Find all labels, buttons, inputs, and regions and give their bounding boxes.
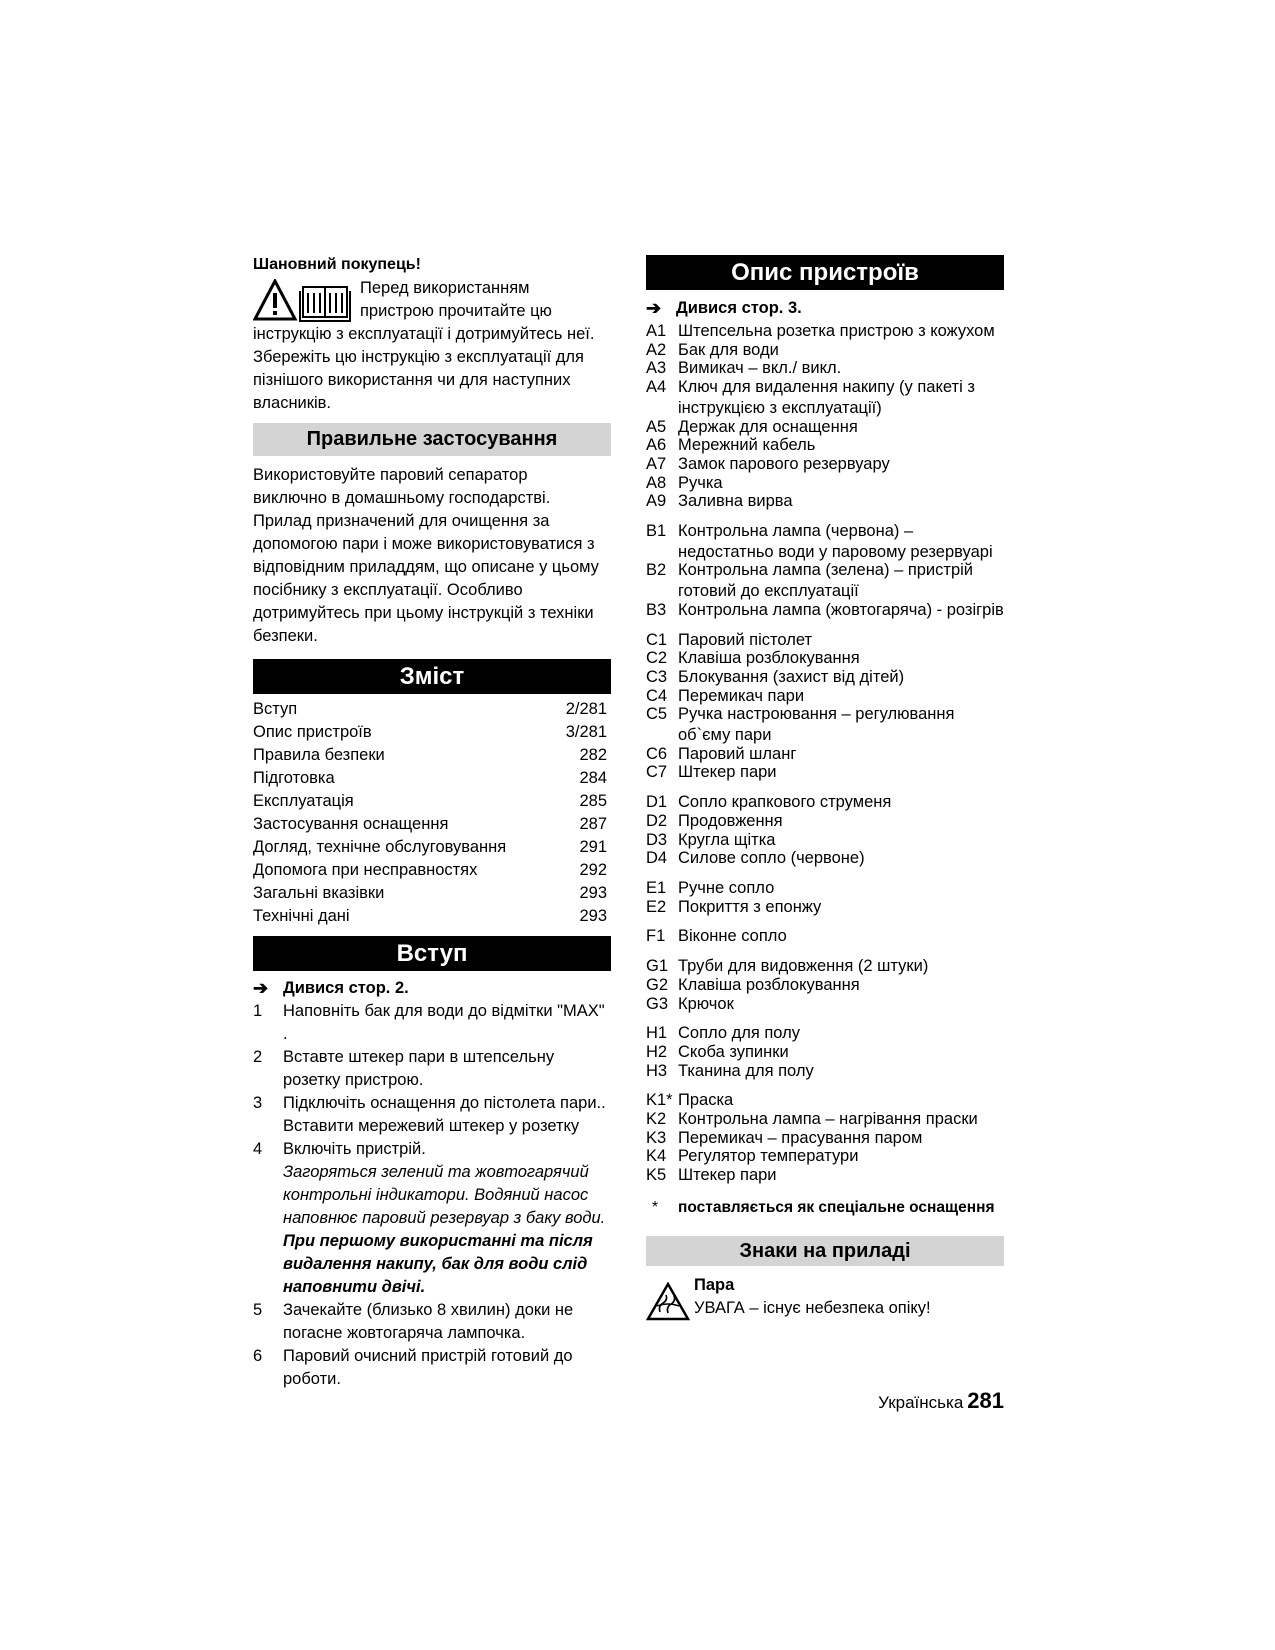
step-text: погасне жовтогаряча лампочка. xyxy=(283,1324,526,1342)
part-description xyxy=(678,763,1004,782)
part-item xyxy=(646,976,1004,995)
arrow-right-icon: ➔ xyxy=(253,978,269,998)
proper-use-line: допомогою пари і може використовуватися з xyxy=(253,535,595,553)
part-text: Паровий шланг xyxy=(678,744,797,763)
part-code: F1 xyxy=(646,927,666,946)
toc-page: 287 xyxy=(579,815,607,833)
see-page-text: Дивися стор. 2. xyxy=(283,979,409,997)
part-code: A2 xyxy=(646,340,667,359)
toc-page: 292 xyxy=(579,861,607,879)
page-footer xyxy=(0,1388,1004,1414)
part-item xyxy=(646,995,1004,1014)
toc-row[interactable] xyxy=(253,744,611,767)
step-text: Вставити мережевий штекер у розетку xyxy=(283,1117,580,1135)
part-description xyxy=(678,898,1004,917)
part-text: Контрольна лампа – нагрівання праски xyxy=(678,1110,978,1129)
part-text: Тканина для полу xyxy=(678,1061,814,1080)
part-description xyxy=(678,957,1004,976)
step-number: 1 xyxy=(253,1002,263,1020)
part-code: E1 xyxy=(646,878,667,897)
toc-row[interactable] xyxy=(253,698,611,721)
toc-row[interactable] xyxy=(253,905,611,928)
part-text: Штепсельна розетка пристрою з кожухом xyxy=(678,322,995,340)
part-code: H1 xyxy=(646,1024,668,1043)
step-warning: наповнити двічі. xyxy=(283,1278,426,1296)
part-code: B1 xyxy=(646,522,667,541)
step-text: Паровий очисний пристрій готовий до xyxy=(283,1347,573,1365)
part-text: Клавіша розблокування xyxy=(678,649,860,668)
step-item xyxy=(253,1000,611,1046)
part-item xyxy=(646,455,1004,474)
part-item xyxy=(646,812,1004,831)
part-code: D2 xyxy=(646,811,668,830)
part-code: C7 xyxy=(646,763,668,782)
part-item xyxy=(646,1166,1004,1185)
part-text: Заливна вирва xyxy=(678,492,793,511)
proper-use-line: відповідним приладдям, що описане у цьому xyxy=(253,558,599,576)
toc-row[interactable] xyxy=(253,882,611,905)
part-code: A4 xyxy=(646,378,667,397)
part-item xyxy=(646,957,1004,976)
part-item xyxy=(646,322,1004,341)
proper-use-text xyxy=(253,464,611,648)
toc-page: 285 xyxy=(579,792,607,810)
parts-group xyxy=(646,879,1004,916)
part-item xyxy=(646,649,1004,668)
part-code: A8 xyxy=(646,473,667,492)
greeting: Шановний покупець! xyxy=(253,256,421,273)
step-item xyxy=(253,1299,611,1345)
part-item xyxy=(646,1129,1004,1148)
part-item xyxy=(646,474,1004,493)
part-text: Ручне сопло xyxy=(678,878,775,897)
part-description xyxy=(678,601,1004,620)
step-item xyxy=(253,1138,611,1299)
part-description xyxy=(678,812,1004,831)
steam-sign-title: Пара xyxy=(694,1275,735,1294)
proper-use-line: посібнику з експлуатації. Особливо xyxy=(253,581,523,599)
part-code: E2 xyxy=(646,897,667,916)
part-description xyxy=(678,436,1004,455)
note-mark: * xyxy=(652,1198,659,1216)
part-code: G2 xyxy=(646,975,669,994)
part-description xyxy=(678,745,1004,764)
step-text: Зачекайте (близько 8 хвилин) доки не xyxy=(283,1301,574,1319)
part-text: Паровий пістолет xyxy=(678,630,813,649)
right-column xyxy=(646,255,1004,1324)
part-description xyxy=(678,668,1004,687)
step-number: 3 xyxy=(253,1094,263,1112)
part-text: Кругла щітка xyxy=(678,830,776,849)
part-description xyxy=(678,687,1004,706)
part-text: Крючок xyxy=(678,994,734,1013)
intro-line: пізнішого використання чи для наступних xyxy=(253,371,571,389)
step-number: 6 xyxy=(253,1347,263,1365)
part-text-continued: інструкцією з експлуатації) xyxy=(678,398,882,417)
part-item xyxy=(646,879,1004,898)
part-item xyxy=(646,359,1004,378)
part-text: Сопло крапкового струменя xyxy=(678,793,892,812)
footer-language: Українська xyxy=(878,1393,964,1412)
toc-label: Підготовка xyxy=(253,769,335,787)
part-description xyxy=(678,1024,1004,1043)
device-signs-heading: Знаки на приладі xyxy=(646,1236,1004,1266)
part-text: Праска xyxy=(678,1091,734,1110)
toc-label: Правила безпеки xyxy=(253,746,385,764)
part-item xyxy=(646,1147,1004,1166)
part-text: Держак для оснащення xyxy=(678,417,858,436)
intro-line: інструкцію з експлуатації і дотримуйтесь неї. xyxy=(253,325,595,343)
step-note: наповнює паровий резервуар з баку води. xyxy=(283,1209,606,1227)
part-code: B2 xyxy=(646,561,667,580)
part-code: C2 xyxy=(646,649,668,668)
part-code: D3 xyxy=(646,830,668,849)
toc-page: 3/281 xyxy=(565,723,607,741)
steam-sign-warning: УВАГА – існує небезпека опіку! xyxy=(694,1298,931,1317)
step-item xyxy=(253,1092,611,1138)
part-description xyxy=(678,359,1004,378)
part-item xyxy=(646,687,1004,706)
intro-line: власників. xyxy=(253,394,332,412)
step-text: Включіть пристрій. xyxy=(283,1140,426,1158)
part-item xyxy=(646,601,1004,620)
part-description xyxy=(678,1043,1004,1062)
step-number: 5 xyxy=(253,1301,263,1319)
part-text: Перемикач – прасування паром xyxy=(678,1128,923,1147)
part-item xyxy=(646,378,1004,417)
part-text: Покриття з епонжу xyxy=(678,897,822,916)
part-text: Штекер пари xyxy=(678,763,777,782)
part-description xyxy=(678,1091,1004,1110)
part-text: Труби для видовження (2 штуки) xyxy=(678,957,929,976)
part-description xyxy=(678,649,1004,668)
parts-group xyxy=(646,522,1004,620)
part-text: Контрольна лампа (червона) – xyxy=(678,522,914,541)
part-description xyxy=(678,879,1004,898)
part-text: Ручка настроювання – регулювання xyxy=(678,705,955,724)
special-accessory-note xyxy=(646,1198,1004,1218)
part-text: Продовження xyxy=(678,811,783,830)
intro-line: Перед використанням xyxy=(360,279,530,297)
part-text: Бак для води xyxy=(678,340,779,359)
part-item xyxy=(646,831,1004,850)
part-item xyxy=(646,418,1004,437)
parts-group xyxy=(646,322,1004,511)
part-description xyxy=(678,1129,1004,1148)
part-text: Контрольна лампа (жовтогаряча) - розігрів xyxy=(678,600,1004,619)
part-description xyxy=(678,927,1004,946)
parts-group xyxy=(646,1024,1004,1080)
part-description xyxy=(678,849,1004,868)
part-text: Регулятор температури xyxy=(678,1147,859,1166)
intro-section-heading: Вступ xyxy=(253,936,611,971)
toc-page: 293 xyxy=(579,884,607,902)
proper-use-line: Прилад призначений для очищення за xyxy=(253,512,550,530)
toc-row[interactable] xyxy=(253,790,611,813)
parts-group xyxy=(646,957,1004,1013)
part-text-continued: недостатньо води у паровому резервуарі xyxy=(678,542,993,561)
step-note: Загоряться зелений та жовтогарячий xyxy=(283,1163,589,1181)
part-description xyxy=(678,1110,1004,1129)
step-number: 2 xyxy=(253,1048,263,1066)
parts-group xyxy=(646,927,1004,946)
step-warning: видалення накипу, бак для води слід xyxy=(283,1255,588,1273)
part-code: K3 xyxy=(646,1128,667,1147)
part-description xyxy=(678,561,1004,600)
part-item xyxy=(646,1110,1004,1129)
part-item xyxy=(646,927,1004,946)
step-text: Підключіть оснащення до пістолета пари.. xyxy=(283,1094,606,1112)
part-description xyxy=(678,976,1004,995)
proper-use-heading: Правильне застосування xyxy=(253,423,611,456)
proper-use-line: дотримуйтесь при цьому інструкцій з техніки xyxy=(253,604,594,622)
parts-group xyxy=(646,793,1004,868)
part-code: A5 xyxy=(646,417,667,436)
part-description xyxy=(678,1062,1004,1081)
part-text-continued: об`єму пари xyxy=(678,726,772,745)
part-item xyxy=(646,763,1004,782)
part-description xyxy=(678,522,1004,561)
toc-label: Опис пристроїв xyxy=(253,723,372,741)
contents-heading: Зміст xyxy=(253,659,611,694)
step-item xyxy=(253,1345,611,1391)
part-item xyxy=(646,898,1004,917)
device-description-heading: Опис пристроїв xyxy=(646,255,1004,290)
warning-triangle-icon xyxy=(255,281,295,319)
manual-book-icon xyxy=(300,287,350,321)
proper-use-line: безпеки. xyxy=(253,627,318,645)
see-page-3 xyxy=(646,297,1004,320)
toc-row[interactable] xyxy=(253,767,611,790)
warning-and-manual-icons xyxy=(253,279,351,323)
table-of-contents xyxy=(253,698,611,928)
part-item xyxy=(646,1043,1004,1062)
toc-row[interactable] xyxy=(253,721,611,744)
part-text: Блокування (захист від дітей) xyxy=(678,667,905,686)
step-number: 4 xyxy=(253,1140,263,1158)
toc-label: Загальні вказівки xyxy=(253,884,385,902)
steam-warning-icon xyxy=(646,1282,690,1322)
part-code: D1 xyxy=(646,793,668,812)
part-text: Перемикач пари xyxy=(678,686,805,705)
part-description xyxy=(678,474,1004,493)
part-item xyxy=(646,849,1004,868)
steam-sign-text xyxy=(694,1274,931,1320)
intro-block xyxy=(253,277,611,415)
part-description xyxy=(678,418,1004,437)
part-description xyxy=(678,455,1004,474)
part-item xyxy=(646,668,1004,687)
part-code: A7 xyxy=(646,454,667,473)
part-description xyxy=(678,378,1004,417)
page-number: 281 xyxy=(967,1388,1004,1413)
part-code: A9 xyxy=(646,492,667,511)
left-column xyxy=(253,255,611,1391)
part-item xyxy=(646,1091,1004,1110)
step-warning: При першому використанні та після xyxy=(283,1232,593,1250)
part-text: Віконне сопло xyxy=(678,927,787,946)
toc-row[interactable] xyxy=(253,836,611,859)
toc-label: Догляд, технічне обслуговування xyxy=(253,838,507,856)
toc-label: Вступ xyxy=(253,700,298,718)
steps-list xyxy=(253,1000,611,1391)
part-code: G3 xyxy=(646,994,669,1013)
toc-label: Застосування оснащення xyxy=(253,815,449,833)
proper-use-line: виключно в домашньому господарстві. xyxy=(253,489,551,507)
part-code: B3 xyxy=(646,600,667,619)
part-description xyxy=(678,793,1004,812)
part-code: K5 xyxy=(646,1166,667,1185)
see-page-text: Дивися стор. 3. xyxy=(676,299,802,317)
part-description xyxy=(678,631,1004,650)
part-text: Ключ для видалення накипу (у пакеті з xyxy=(678,378,975,397)
steam-sign xyxy=(646,1274,1004,1324)
toc-page: 291 xyxy=(579,838,607,856)
part-text: Силове сопло (червоне) xyxy=(678,849,865,868)
intro-line: пристрою прочитайте цю xyxy=(360,302,552,320)
toc-page: 282 xyxy=(579,746,607,764)
part-code: A1 xyxy=(646,322,667,340)
part-item xyxy=(646,745,1004,764)
part-code: K1* xyxy=(646,1091,673,1110)
part-text: Замок парового резервуару xyxy=(678,454,890,473)
step-note: контрольні індикатори. Водяний насос xyxy=(283,1186,589,1204)
part-description xyxy=(678,322,1004,341)
part-item xyxy=(646,492,1004,511)
part-item xyxy=(646,1024,1004,1043)
part-item xyxy=(646,793,1004,812)
part-code: C1 xyxy=(646,630,668,649)
part-code: K4 xyxy=(646,1147,667,1166)
parts-group xyxy=(646,631,1004,783)
part-text: Мережний кабель xyxy=(678,436,816,455)
part-description xyxy=(678,1147,1004,1166)
part-code: C3 xyxy=(646,667,668,686)
part-code: C5 xyxy=(646,705,668,724)
toc-label: Експлуатація xyxy=(253,792,354,810)
proper-use-line: Використовуйте паровий сепаратор xyxy=(253,466,528,484)
part-code: H2 xyxy=(646,1042,668,1061)
part-item xyxy=(646,561,1004,600)
toc-page: 293 xyxy=(579,907,607,925)
part-text: Скоба зупинки xyxy=(678,1042,789,1061)
toc-row[interactable] xyxy=(253,859,611,882)
part-description xyxy=(678,1166,1004,1185)
toc-label: Технічні дані xyxy=(253,907,350,925)
step-text: роботи. xyxy=(283,1370,341,1388)
part-description xyxy=(678,341,1004,360)
part-text: Клавіша розблокування xyxy=(678,975,860,994)
toc-page: 2/281 xyxy=(565,700,607,718)
part-text: Сопло для полу xyxy=(678,1024,801,1043)
part-text: Ручка xyxy=(678,473,723,492)
part-code: D4 xyxy=(646,849,668,868)
part-item xyxy=(646,631,1004,650)
toc-page: 284 xyxy=(579,769,607,787)
part-code: G1 xyxy=(646,957,669,976)
parts-list xyxy=(646,322,1004,1185)
parts-group xyxy=(646,1091,1004,1185)
part-code: A3 xyxy=(646,359,667,378)
part-text: Вимикач – вкл./ викл. xyxy=(678,359,842,378)
part-item xyxy=(646,341,1004,360)
part-description xyxy=(678,705,1004,744)
step-text: розетку пристрою. xyxy=(283,1071,424,1089)
toc-row[interactable] xyxy=(253,813,611,836)
part-code: C4 xyxy=(646,686,668,705)
part-code: H3 xyxy=(646,1061,668,1080)
part-text: Контрольна лампа (зелена) – пристрій xyxy=(678,561,974,580)
step-text: Наповніть бак для води до відмітки "MAX" . xyxy=(283,1002,605,1043)
part-text-continued: готовий до експлуатації xyxy=(678,582,859,601)
part-text: Штекер пари xyxy=(678,1166,777,1185)
toc-label: Допомога при несправностях xyxy=(253,861,478,879)
part-code: K2 xyxy=(646,1110,667,1129)
part-description xyxy=(678,995,1004,1014)
see-page-2 xyxy=(253,977,611,1000)
part-description xyxy=(678,492,1004,511)
step-item xyxy=(253,1046,611,1092)
arrow-right-icon: ➔ xyxy=(646,298,662,318)
step-text: Вставте штекер пари в штепсельну xyxy=(283,1048,555,1066)
part-description xyxy=(678,831,1004,850)
part-code: C6 xyxy=(646,744,668,763)
intro-line: Збережіть цю інструкцію з експлуатації для xyxy=(253,348,584,366)
part-item xyxy=(646,436,1004,455)
part-item xyxy=(646,522,1004,561)
part-item xyxy=(646,705,1004,744)
part-item xyxy=(646,1062,1004,1081)
note-text: поставляється як спеціальне оснащення xyxy=(678,1198,995,1216)
part-code: A6 xyxy=(646,436,667,455)
